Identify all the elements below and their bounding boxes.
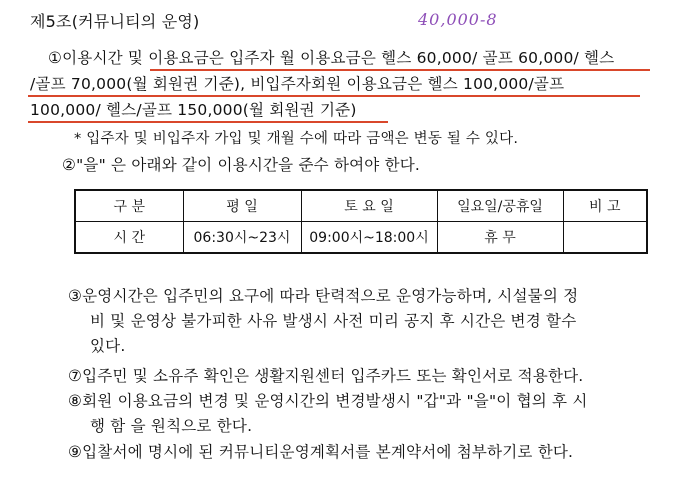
handwritten-note: 40,000-8 bbox=[418, 10, 498, 29]
saturday-hours: 09:00시~18:00시 bbox=[301, 222, 437, 254]
header-sunday-holiday: 일요일/공휴일 bbox=[437, 190, 563, 222]
header-weekday: 평 일 bbox=[183, 190, 301, 222]
clause-8-line-1: ⑧회원 이용요금의 변경 및 운영시간의 변경발생시 "갑"과 "을"이 협의 후 시 bbox=[68, 392, 588, 410]
row-label-time: 시 간 bbox=[75, 222, 183, 254]
clause-7: ⑦입주민 및 소유주 확인은 생활지원센터 입주카드 또는 확인서로 적용한다. bbox=[68, 367, 584, 385]
operating-hours-table bbox=[74, 189, 648, 254]
remarks-cell bbox=[563, 222, 647, 254]
clause-1-line-3: 100,000/ 헬스/골프 150,000(월 회원권 기준) bbox=[30, 101, 357, 119]
red-underline bbox=[28, 121, 388, 123]
clause-1-line-1: ①이용시간 및 이용요금은 입주자 월 이용요금은 헬스 60,000/ 골프 60,000/ 헬스 bbox=[48, 49, 615, 67]
clause-3-line-1: ③운영시간은 입주민의 요구에 따라 탄력적으로 운영가능하며, 시설물의 정 bbox=[68, 287, 579, 305]
header-category: 구 분 bbox=[75, 190, 183, 222]
clause-1-line-2: /골프 70,000(월 회원권 기준), 비입주자회원 이용요금은 헬스 100,000/골프 bbox=[30, 75, 565, 93]
clause-9: ⑨입찰서에 명시에 된 커뮤니티운영계획서를 본계약서에 첨부하기로 한다. bbox=[68, 443, 574, 461]
clause-3-line-2: 비 및 운영상 불가피한 사유 발생시 사전 미리 공지 후 시간은 변경 할수 bbox=[90, 312, 577, 330]
table-header-row bbox=[75, 190, 647, 222]
article-title: 제5조(커뮤니티의 운영) bbox=[30, 12, 200, 31]
sunday-holiday-hours: 휴 무 bbox=[437, 222, 563, 254]
clause-3-line-3: 있다. bbox=[90, 337, 126, 355]
weekday-hours: 06:30시~23시 bbox=[183, 222, 301, 254]
header-saturday: 토 요 일 bbox=[301, 190, 437, 222]
clause-2: ②"을" 은 아래와 같이 이용시간을 준수 하여야 한다. bbox=[62, 156, 421, 174]
header-remarks: 비 고 bbox=[563, 190, 647, 222]
red-underline bbox=[28, 95, 640, 97]
fee-note: * 입주자 및 비입주자 가입 및 개월 수에 따라 금액은 변동 될 수 있다. bbox=[74, 131, 519, 147]
table-row bbox=[75, 222, 647, 254]
red-underline bbox=[150, 69, 650, 71]
clause-8-line-2: 행 함 을 원칙으로 한다. bbox=[90, 417, 253, 435]
